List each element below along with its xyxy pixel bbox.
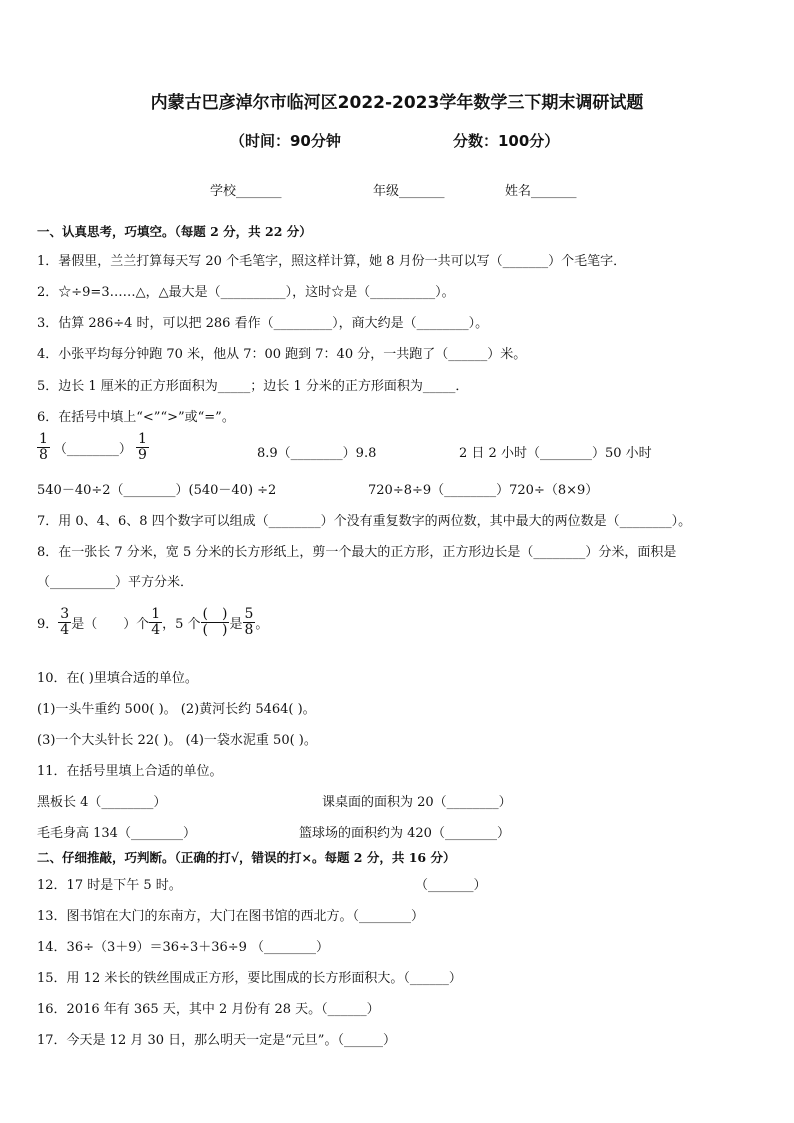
question-6b: 8.9（________）9.8 <box>257 446 377 461</box>
question-8-line-1: 8．在一张长 7 分米，宽 5 分米的长方形纸上，剪一个最大的正方形，正方形边长是（________）分米，面积是 <box>37 545 677 560</box>
question-6a <box>37 432 149 462</box>
question-2: 2．☆÷9=3……△，△最大是（__________），这时☆是（__________）。 <box>37 285 455 300</box>
fraction-numerator: 1 <box>137 431 147 447</box>
question-10: 10．在( )里填合适的单位。 <box>37 671 198 686</box>
fraction-1-9 <box>136 432 149 462</box>
fraction-numerator: 3 <box>60 606 70 622</box>
fraction-denominator: 4 <box>60 621 70 638</box>
fraction-numerator: 1 <box>151 606 161 622</box>
judgement-16: 16．2016 年有 365 天，其中 2 月份有 28 天。（______） <box>37 1002 380 1017</box>
fraction-numerator: ( ) <box>202 606 228 622</box>
fraction-1-8 <box>37 432 50 462</box>
fraction-denominator: 8 <box>39 446 48 463</box>
question-1: 1．暑假里，兰兰打算每天写 20 个毛笔字，照这样计算，她 8 月份一共可以写（_______）个毛笔字． <box>37 254 627 269</box>
fraction-5-8 <box>243 607 256 637</box>
question-11a: 黑板长 4（________） <box>37 795 167 810</box>
judgement-17: 17．今天是 12 月 30 日，那么明天一定是“元旦”。（______） <box>37 1033 396 1048</box>
question-5: 5．边长 1 厘米的正方形面积为_____；边长 1 分米的正方形面积为_____． <box>37 379 469 394</box>
exam-time: （时间：90分钟 <box>230 132 341 150</box>
question-6: 6．在括号中填上“<”“>”或“=”。 <box>37 410 235 425</box>
exam-title: 内蒙古巴彦淖尔市临河区2022-2023学年数学三下期末调研试题 <box>150 93 644 113</box>
section-2-heading: 二、仔细推敲，巧判断。（正确的打√，错误的打×。每题 2 分，共 16 分） <box>37 850 456 865</box>
grade-field: 年级_______ <box>373 184 445 199</box>
question-11b: 课桌面的面积为 20（________） <box>322 795 512 810</box>
question-6c: 2 日 2 小时（________）50 小时 <box>459 446 652 461</box>
fraction-1-4 <box>149 607 162 637</box>
judgement-12: 12．17 时是下午 5 时。 <box>37 878 182 893</box>
question-6d: 540－40÷2（________）(540－40) ÷2 <box>37 483 277 498</box>
question-4: 4．小张平均每分钟跑 70 米，他从 7：00 跑到 7：40 分，一共跑了（______）米。 <box>37 347 527 362</box>
question-text: 是 <box>229 616 243 632</box>
question-10-part-2: (3)一个大头针长 22( )。 (4)一袋水泥重 50( )。 <box>37 733 317 748</box>
question-6e: 720÷8÷9（________）720÷（8×9） <box>368 483 599 498</box>
question-text: 是（ ）个 <box>71 616 150 632</box>
judgement-12-blank: （_______） <box>415 878 487 893</box>
comparison-blank: （________） <box>53 441 132 457</box>
section-1-heading: 一、认真思考，巧填空。（每题 2 分，共 22 分） <box>37 224 312 239</box>
question-7: 7．用 0、4、6、8 四个数字可以组成（________）个没有重复数字的两位数，其中最大的两位数是（________）。 <box>37 514 692 529</box>
fraction-numerator: 5 <box>244 606 254 622</box>
fraction-numerator: 1 <box>39 431 48 447</box>
judgement-14: 14．36÷（3＋9）＝36÷3＋36÷9 （________） <box>37 940 330 955</box>
fraction-denominator: 8 <box>244 621 254 638</box>
question-text: ，5 个 <box>162 616 201 632</box>
name-field: 姓名_______ <box>505 184 577 199</box>
fraction-3-4 <box>58 607 71 637</box>
question-number: 9． <box>37 616 59 632</box>
judgement-13: 13．图书馆在大门的东南方，大门在图书馆的西北方。（________） <box>37 909 425 924</box>
question-text: 。 <box>255 616 269 632</box>
question-11c: 毛毛身高 134（________） <box>37 826 196 841</box>
fraction-denominator: 4 <box>151 621 161 638</box>
fraction-blank <box>201 607 230 637</box>
judgement-15: 15．用 12 米长的铁丝围成正方形，要比围成的长方形面积大。（______） <box>37 971 462 986</box>
fraction-denominator: ( ) <box>202 621 228 638</box>
exam-score: 分数：100分） <box>453 132 560 150</box>
question-8-line-2: （__________）平方分米． <box>37 575 194 590</box>
school-field: 学校_______ <box>210 184 282 199</box>
question-3: 3．估算 286÷4 时，可以把 286 看作（_________），商大约是（________）。 <box>37 316 489 331</box>
question-11: 11．在括号里填上合适的单位。 <box>37 764 223 779</box>
question-9 <box>37 607 268 637</box>
question-11d: 篮球场的面积约为 420（________） <box>299 826 510 841</box>
fraction-denominator: 9 <box>137 446 147 463</box>
question-10-part-1: (1)一头牛重约 500( )。 (2)黄河长约 5464( )。 <box>37 702 316 717</box>
